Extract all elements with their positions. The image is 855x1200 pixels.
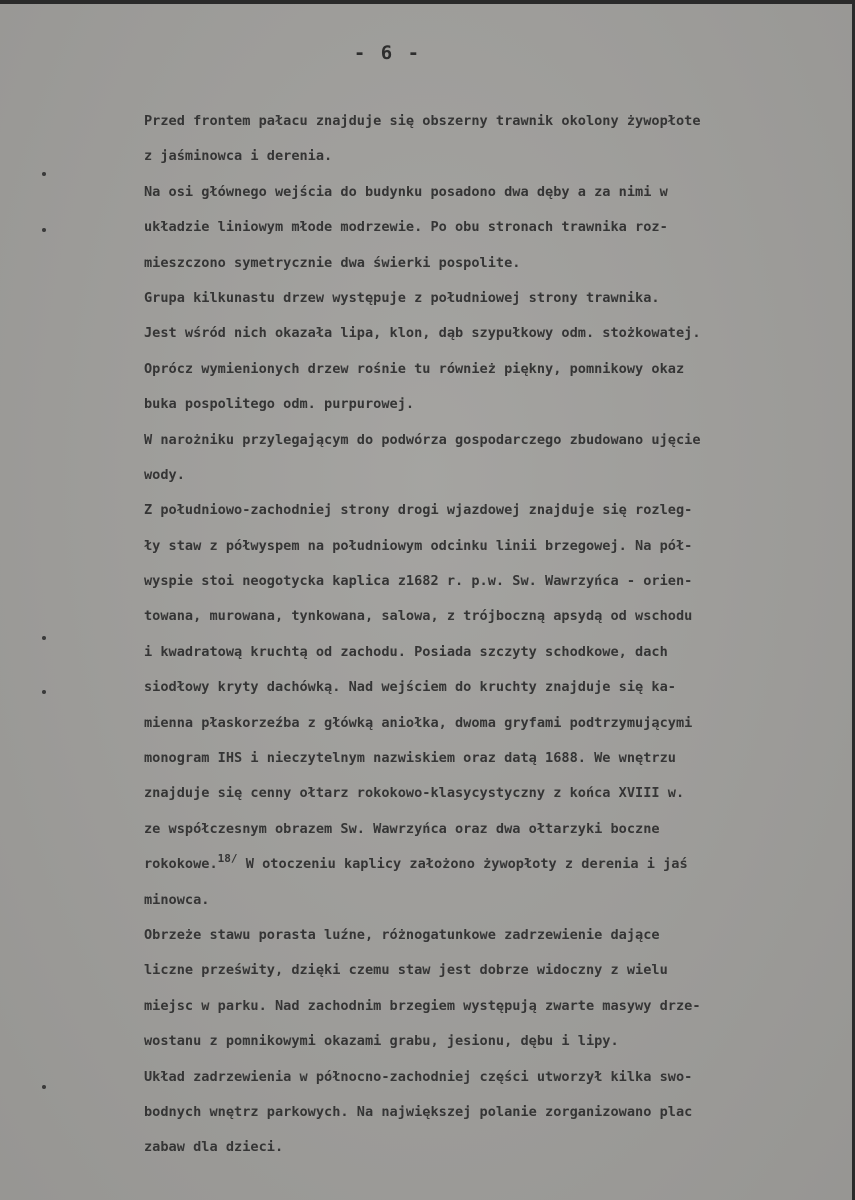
footnote-ref: 18/ [217, 852, 238, 866]
text-line: wyspie stoi neogotycka kaplica z1682 r. p.w. Sw. Wawrzyńca - orien- [144, 573, 693, 590]
text-line: liczne prześwity, dzięki czemu staw jest dobrze widoczny z wielu [144, 962, 668, 979]
body-text [144, 104, 850, 1166]
text-line: wostanu z pomnikowymi okazami grabu, jesionu, dębu i lipy. [144, 1033, 619, 1050]
scan-edge-top [0, 0, 855, 4]
text-line: i kwadratową kruchtą od zachodu. Posiada szczyty schodkowe, dach [144, 643, 668, 660]
text-line: buka pospolitego odm. purpurowej. [144, 396, 415, 413]
text-line: z jaśminowca i derenia. [144, 148, 333, 165]
text-line: ze współczesnym obrazem Sw. Wawrzyńca oraz dwa ołtarzyki boczne [144, 820, 660, 837]
text-line: Obrzeże stawu porasta luźne, różnogatunkowe zadrzewienie dające [144, 926, 660, 943]
text-line: siodłowy kryty dachówką. Nad wejściem do kruchty znajduje się ka- [144, 679, 676, 696]
text-line: Grupa kilkunastu drzew występuje z południowej strony trawnika. [144, 289, 660, 306]
text-line: układzie liniowym młode modrzewie. Po obu stronach trawnika roz- [144, 219, 668, 236]
punch-dot [42, 228, 46, 232]
text-line: Układ zadrzewienia w północno-zachodniej części utworzył kilka swo- [144, 1068, 693, 1085]
text-fragment: W otoczeniu kaplicy założono żywopłoty z derenia i jaś [237, 856, 688, 873]
text-line: Przed frontem pałacu znajduje się obszerny trawnik okolony żywopłote [144, 113, 701, 129]
text-line: towana, murowana, tynkowana, salowa, z trójboczną apsydą od wschodu [144, 608, 693, 625]
text-line: wody. [144, 466, 185, 483]
text-fragment: rokokowe. [144, 856, 218, 873]
punch-dot [42, 172, 46, 176]
text-line: W narożniku przylegającym do podwórza gospodarczego zbudowano ujęcie [144, 431, 701, 448]
text-line: miejsc w parku. Nad zachodnim brzegiem występują zwarte masywy drze- [144, 997, 701, 1014]
text-line-footnote [144, 847, 850, 882]
text-line: znajduje się cenny ołtarz rokokowo-klasycystyczny z końca XVIII w. [144, 785, 685, 802]
text-line: minowca. [144, 891, 210, 908]
text-line: Na osi głównego wejścia do budynku posadono dwa dęby a za nimi w [144, 183, 668, 200]
text-line: bodnych wnętrz parkowych. Na największej polanie zorganizowano plac [144, 1103, 693, 1120]
punch-dot [42, 636, 46, 640]
text-line: mienna płaskorzeźba z główką aniołka, dwoma gryfami podtrzymującymi [144, 714, 693, 731]
text-line: ły staw z półwyspem na południowym odcinku linii brzegowej. Na pół- [144, 537, 693, 554]
punch-dot [42, 690, 46, 694]
page-number: - 6 - [353, 42, 422, 64]
text-line: Jest wśród nich okazała lipa, klon, dąb szypułkowy odm. stożkowatej. [144, 325, 701, 342]
text-line: mieszczono symetrycznie dwa świerki pospolite. [144, 254, 521, 271]
punch-dot [42, 1085, 46, 1089]
text-line: Oprócz wymienionych drzew rośnie tu również piękny, pomnikowy okaz [144, 360, 685, 377]
text-line: Z południowo-zachodniej strony drogi wjazdowej znajduje się rozleg- [144, 502, 693, 519]
text-line: monogram IHS i nieczytelnym nazwiskiem oraz datą 1688. We wnętrzu [144, 750, 676, 767]
text-line: zabaw dla dzieci. [144, 1139, 284, 1156]
